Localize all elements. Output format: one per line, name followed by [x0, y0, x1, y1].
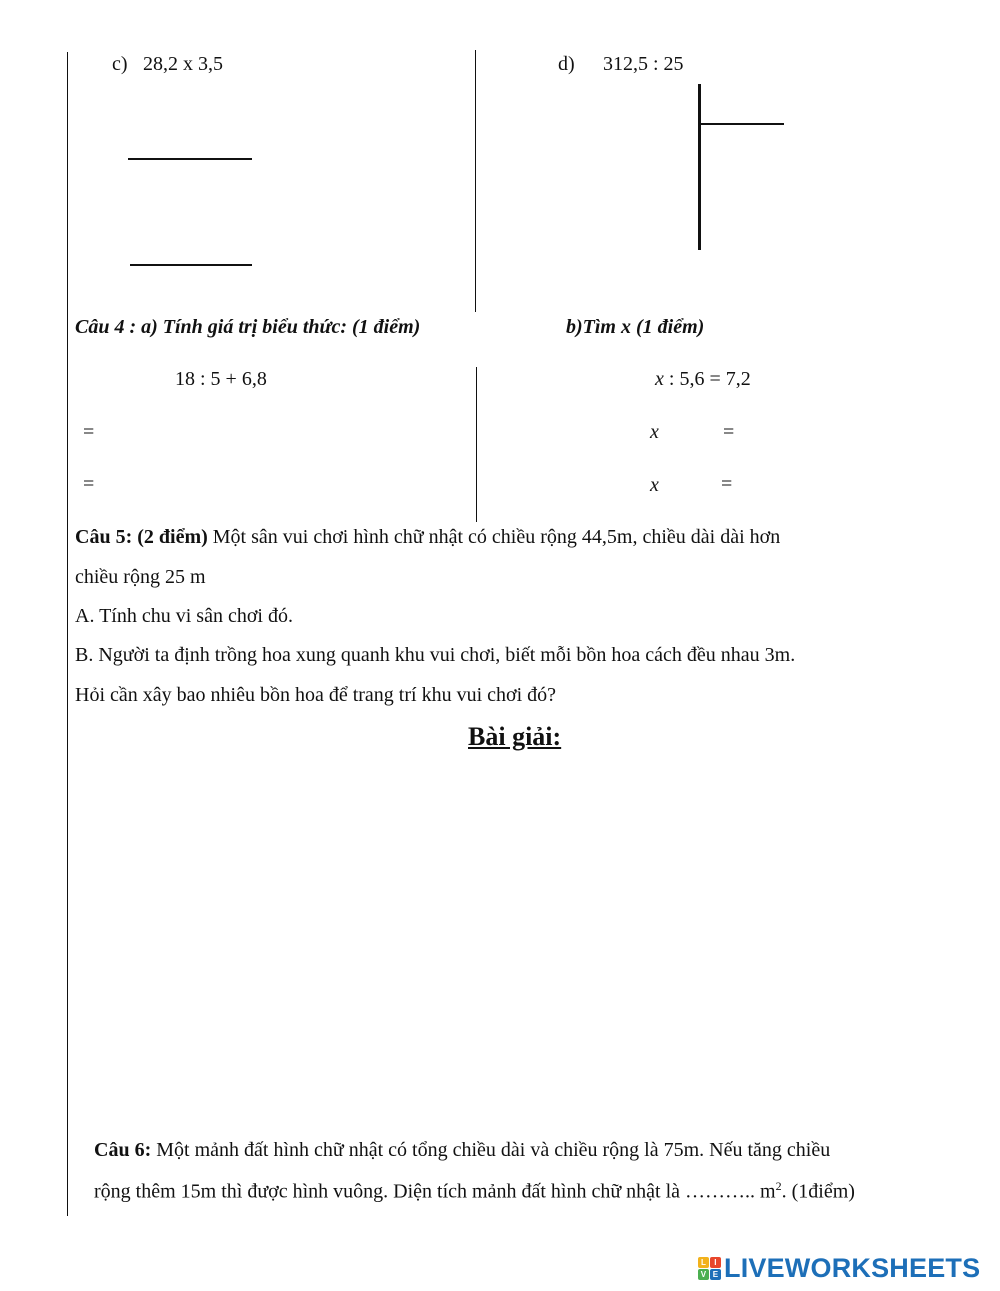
q4a-expression: 18 : 5 + 6,8: [175, 368, 267, 390]
q4b-x-1: x: [650, 421, 659, 443]
q4b-equals-2: =: [721, 473, 733, 495]
q6-line-2: [94, 1179, 855, 1204]
q5-part-b-2: Hỏi cần xây bao nhiêu bồn hoa để trang trí khu vui chơi đó?: [75, 684, 557, 706]
q4b-equals-1: =: [723, 421, 735, 443]
q4-title: Câu 4 : a) Tính giá trị biểu thức: (1 điểm): [75, 316, 421, 338]
q6-text-1: Một mảnh đất hình chữ nhật có tổng chiều dài và chiều rộng là 75m. Nếu tăng chiều: [151, 1139, 831, 1161]
logo-mark-letter: E: [710, 1269, 721, 1280]
division-bracket-horizontal: [700, 123, 784, 125]
q3-column-divider: [475, 50, 476, 312]
q6-text-2b: . (1điểm): [781, 1180, 855, 1203]
logo-mark-letter: L: [698, 1257, 709, 1268]
q5-line-1: [75, 526, 780, 549]
q4a-equals-1: =: [83, 421, 95, 443]
q3c-label: c): [112, 53, 128, 75]
division-bracket-vertical: [698, 84, 701, 250]
q3d-label: d): [558, 53, 575, 75]
logo-text: LIVEWORKSHEETS: [724, 1252, 981, 1283]
q5-line-2: chiều rộng 25 m: [75, 566, 206, 588]
logo-mark-letter: I: [710, 1257, 721, 1268]
q5-text-1: Một sân vui chơi hình chữ nhật có chiều rộng 44,5m, chiều dài dài hơn: [207, 526, 781, 548]
liveworksheets-logo: [698, 1254, 980, 1282]
solution-heading: Bài giải:: [468, 722, 562, 751]
q6-line-1: [94, 1139, 830, 1162]
q4b-variable: x: [655, 368, 664, 390]
left-margin-rule: [67, 52, 68, 1216]
logo-mark-letter: V: [698, 1269, 709, 1280]
q3d-expression: 312,5 : 25: [603, 53, 684, 75]
q6-superscript: 2: [775, 1179, 782, 1193]
logo-mark-icon: [698, 1257, 721, 1280]
q4b-equation-rest: : 5,6 = 7,2: [668, 368, 751, 390]
q4b-title: b)Tìm x (1 điểm): [566, 316, 705, 338]
q3c-answer-line-2: [130, 264, 252, 266]
q3c-expression: 28,2 x 3,5: [143, 53, 223, 75]
q4b-x-2: x: [650, 474, 659, 496]
q6-label: Câu 6:: [94, 1139, 152, 1161]
q5-label: Câu 5: (2 điểm): [75, 526, 208, 548]
q4-column-divider: [476, 367, 477, 522]
q5-part-b-1: B. Người ta định trồng hoa xung quanh khu vui chơi, biết mỗi bồn hoa cách đều nhau 3m.: [75, 644, 796, 666]
q4a-equals-2: =: [83, 473, 95, 495]
q5-part-a: A. Tính chu vi sân chơi đó.: [75, 605, 293, 627]
q3c-answer-line-1: [128, 158, 252, 160]
q6-text-2a: rộng thêm 15m thì được hình vuông. Diện tích mảnh đất hình chữ nhật là ……….. m: [94, 1180, 776, 1203]
q4b-equation: [655, 368, 751, 391]
